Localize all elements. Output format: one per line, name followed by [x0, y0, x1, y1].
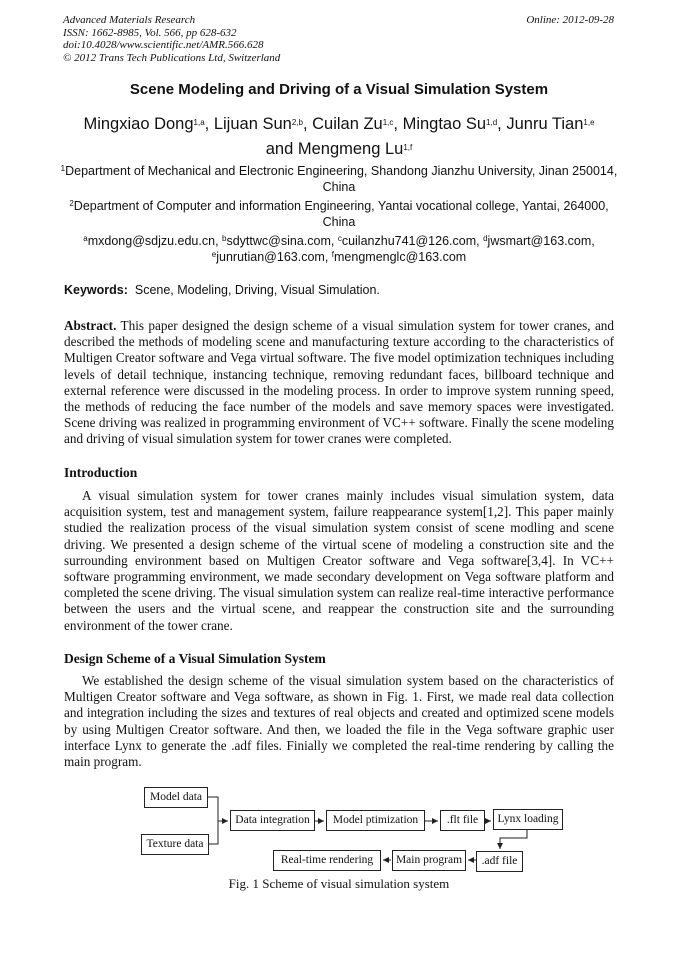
design-scheme-paragraph: We established the design scheme of the visual simulation system based on the characteristics of Multigen Creator software and Vega software, as shown in Fig. 1. First, we made real data collection and integration including the sizes and textures of real objects and created and optimized scene models by using Multigen Creator software. And then, we loaded the file in the Vega software graphic user interface Lynx to generate the .adf files. Finially we completed the real-time rendering by calling the main program.	[64, 673, 614, 770]
author-name: Mengmeng Lu	[297, 140, 404, 158]
model-data-box: Model data	[144, 787, 208, 808]
realtime-rendering-box: Real-time rendering	[273, 850, 381, 871]
author-list: Mingxiao Dong$^{1,a}$, Lijuan Sun$^{2,b}$, Cuilan Zu$^{1,c}$, Mingtao Su$^{1,d}$, Junru Tian$^{1,e}$ and Mengmeng Lu$^{1,f}$	[83, 115, 595, 158]
email-sup: a	[83, 234, 88, 243]
author-name: Cuilan Zu	[312, 115, 383, 133]
email-address: sdyttwc@sina.com,	[226, 234, 335, 248]
author-name: Mingxiao Dong	[83, 115, 194, 133]
texture-data-box: Texture data	[141, 834, 209, 855]
abstract-label: Abstract.	[64, 318, 117, 333]
author-sup: 1,f	[403, 143, 413, 152]
figure-caption: Fig. 1 Scheme of visual simulation system	[228, 876, 450, 891]
introduction-paragraph: A visual simulation system for tower cranes mainly includes visual simulation system, data acquisition system, test and management system, failure reappearance system[1,2]. This paper mainly studied the realization process of the visual simulation system consist of scene modling and scene driving. We presented a design scheme of the virtual scene of modeling a construction site and the surrounding environment based on Multigen Creator software and Vega software[3,4]. In VC++ software programming environment, we made secondary development on Vega software platform and completed the scene driving. The visual simulation system can realize real-time interactive performance between the users and the virtual scene, and reappear the construction site and the surrounding environment of the tower crane.	[64, 488, 614, 633]
email-address: junrutian@163.com,	[216, 250, 329, 264]
author-name: Mingtao Su	[402, 115, 487, 133]
author-sup: 1,a	[193, 118, 205, 127]
email-address: jwsmart@163.com,	[487, 234, 595, 248]
arrow-to-adf-file	[500, 830, 527, 849]
author-conjunction: and	[265, 140, 294, 158]
email-sup: f	[331, 250, 335, 259]
journal-name: Advanced Materials Research	[63, 14, 196, 26]
doi-line: doi:10.4028/www.scientific.net/AMR.566.628	[63, 39, 264, 51]
online-date: Online: 2012-09-28	[526, 14, 614, 26]
keywords-label: Keywords:	[64, 283, 128, 297]
flt-file-box: .flt file	[440, 810, 485, 831]
data-integration-box: Data integration	[230, 810, 315, 831]
affiliation-text: Department of Mechanical and Electronic Engineering, Shandong Jianzhu University, Jinan 250014, China	[65, 164, 618, 194]
abstract-text: This paper designed the design scheme of a visual simulation system for tower cranes, and described the methods of modeling scene and manufacturing texture according to the characteristics of Multigen Creator software and Vega virtual software. The five model optimization techniques including levels of detail technique, instancing technique, removing redundant faces, billboard technique and external reference were discussed in the modeling process. In order to improve system running speed, the methods of reducing the face number of the models and save memory spaces were investigated. Scene driving was realized in programming environment of VC++ software. Finally the scene modeling and driving of visual simulation system for tower cranes were completed.	[64, 318, 614, 447]
issn-line: ISSN: 1662-8985, Vol. 566, pp 628-632	[63, 26, 237, 39]
email-sup: d	[483, 234, 488, 243]
email-address: mxdong@sdjzu.edu.cn,	[87, 234, 219, 248]
paper-title: Scene Modeling and Driving of a Visual Simulation System	[129, 81, 549, 98]
affiliation-number: 2	[69, 199, 74, 208]
lynx-loading-box: Lynx loading	[493, 809, 563, 830]
section-heading-introduction: Introduction	[64, 465, 138, 480]
email-address: cuilanzhu741@126.com,	[341, 234, 480, 248]
email-sup: e	[211, 250, 217, 259]
affiliation-number: 1	[60, 164, 66, 173]
section-heading-design-scheme: Design Scheme of a Visual Simulation System	[64, 651, 326, 666]
author-name: Junru Tian	[506, 115, 584, 133]
author-sup: 2,b	[291, 118, 303, 127]
main-program-box: Main program	[392, 850, 466, 871]
adf-file-box: .adf file	[476, 851, 523, 872]
author-name: Lijuan Sun	[213, 115, 292, 133]
author-sup: 1,e	[583, 118, 595, 127]
merge-connector	[208, 797, 218, 844]
email-sup: b	[222, 234, 227, 243]
copyright-line: © 2012 Trans Tech Publications Ltd, Switzerland	[63, 51, 281, 64]
affiliation-text: Department of Computer and information Engineering, Yantai vocational college, Yantai, 264000, China	[73, 199, 609, 229]
email-address: mengmenglc@163.com	[334, 250, 467, 264]
email-sup: c	[337, 234, 342, 243]
keywords-text: Scene, Modeling, Driving, Visual Simulation.	[134, 283, 380, 297]
author-sup: 1,d	[486, 118, 498, 127]
model-optimization-box: Model ptimization	[326, 810, 425, 831]
author-sup: 1,c	[382, 118, 394, 127]
